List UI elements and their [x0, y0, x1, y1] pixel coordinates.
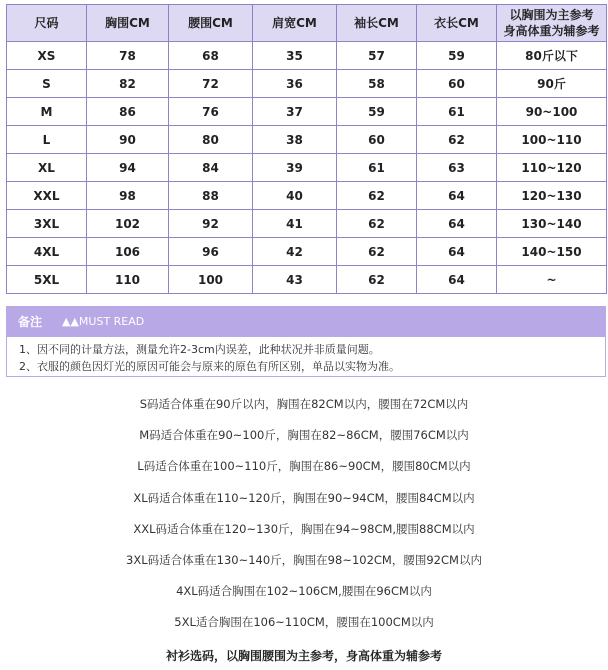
notice-label: 备注 [18, 315, 43, 329]
cell-chest: 86 [87, 98, 169, 126]
cell-size: 5XL [7, 266, 87, 294]
cell-sleeve: 62 [337, 266, 417, 294]
cell-sleeve: 62 [337, 182, 417, 210]
footer-note: 衬衫选码，以胸围腰围为主参考，身高体重为辅参考 [165, 649, 442, 663]
cell-waist: 72 [169, 70, 253, 98]
notice-bar [6, 306, 606, 337]
cell-reference: 80斤以下 [497, 42, 607, 70]
table-row [7, 70, 607, 98]
cell-size: XL [7, 154, 87, 182]
cell-waist: 92 [169, 210, 253, 238]
cell-size: M [7, 98, 87, 126]
header-size: 尺码 [7, 5, 87, 42]
cell-sleeve: 57 [337, 42, 417, 70]
cell-length: 61 [417, 98, 497, 126]
cell-reference: ~ [497, 266, 607, 294]
cell-length: 59 [417, 42, 497, 70]
size-guide-line: S码适合体重在90斤以内，胸围在82CM以内，腰围在72CM以内 [139, 397, 469, 411]
cell-sleeve: 60 [337, 126, 417, 154]
size-guide-line: XXL码适合体重在120~130斤，胸围在94~98CM,腰围88CM以内 [133, 521, 475, 536]
cell-reference: 110~120 [497, 154, 607, 182]
cell-sleeve: 61 [337, 154, 417, 182]
header-chest: 胸围CM [87, 5, 169, 42]
cell-chest: 94 [87, 154, 169, 182]
table-row [7, 266, 607, 294]
size-chart-table [6, 4, 607, 294]
cell-waist: 68 [169, 42, 253, 70]
cell-shoulder: 39 [253, 154, 337, 182]
cell-shoulder: 35 [253, 42, 337, 70]
cell-waist: 80 [169, 126, 253, 154]
table-row [7, 238, 607, 266]
header-length: 衣长CM [417, 5, 497, 42]
cell-shoulder: 43 [253, 266, 337, 294]
cell-chest: 82 [87, 70, 169, 98]
cell-size: XS [7, 42, 87, 70]
cell-waist: 88 [169, 182, 253, 210]
cell-size: S [7, 70, 87, 98]
cell-sleeve: 58 [337, 70, 417, 98]
cell-waist: 76 [169, 98, 253, 126]
table-row [7, 42, 607, 70]
size-guide-line: M码适合体重在90~100斤，胸围在82~86CM，腰围76CM以内 [139, 428, 469, 443]
cell-shoulder: 36 [253, 70, 337, 98]
table-row [7, 154, 607, 182]
cell-chest: 78 [87, 42, 169, 70]
cell-length: 60 [417, 70, 497, 98]
header-sleeve: 袖长CM [337, 5, 417, 42]
cell-reference: 100~110 [497, 126, 607, 154]
cell-reference: 90斤 [497, 70, 607, 98]
cell-waist: 100 [169, 266, 253, 294]
cell-shoulder: 40 [253, 182, 337, 210]
cell-waist: 96 [169, 238, 253, 266]
cell-size: XXL [7, 182, 87, 210]
cell-shoulder: 37 [253, 98, 337, 126]
note-item: 1、因不同的计量方法，测量允许2-3cm内误差，此种状况并非质量问题。 [19, 343, 380, 356]
cell-reference: 120~130 [497, 182, 607, 210]
cell-sleeve: 59 [337, 98, 417, 126]
cell-waist: 84 [169, 154, 253, 182]
cell-chest: 90 [87, 126, 169, 154]
cell-reference: 130~140 [497, 210, 607, 238]
cell-length: 64 [417, 238, 497, 266]
cell-length: 64 [417, 210, 497, 238]
note-item: 2、衣服的颜色因灯光的原因可能会与原来的原色有所区别，单品以实物为准。 [19, 360, 400, 373]
cell-reference: 90~100 [497, 98, 607, 126]
cell-chest: 102 [87, 210, 169, 238]
cell-chest: 98 [87, 182, 169, 210]
cell-shoulder: 42 [253, 238, 337, 266]
cell-sleeve: 62 [337, 210, 417, 238]
cell-length: 64 [417, 182, 497, 210]
table-row [7, 98, 607, 126]
cell-chest: 110 [87, 266, 169, 294]
size-guide-line: XL码适合体重在110~120斤，胸围在90~94CM，腰围84CM以内 [133, 490, 475, 505]
cell-size: L [7, 126, 87, 154]
cell-reference: 140~150 [497, 238, 607, 266]
cell-shoulder: 41 [253, 210, 337, 238]
notes-panel [6, 337, 606, 377]
header-reference: 以胸围为主参考 身高体重为辅参考 [497, 5, 607, 42]
cell-length: 63 [417, 154, 497, 182]
size-guide-line: 5XL适合胸围在106~110CM，腰围在100CM以内 [174, 615, 434, 630]
table-row [7, 182, 607, 210]
cell-length: 62 [417, 126, 497, 154]
cell-sleeve: 62 [337, 238, 417, 266]
header-waist: 腰围CM [169, 5, 253, 42]
cell-size: 3XL [7, 210, 87, 238]
must-read-label: ▲▲MUST READ [62, 315, 145, 328]
header-shoulder: 肩宽CM [253, 5, 337, 42]
size-guide-line: L码适合体重在100~110斤，胸围在86~90CM，腰围80CM以内 [137, 459, 471, 474]
size-guide-line: 4XL码适合胸围在102~106CM,腰围在96CM以内 [176, 584, 432, 599]
cell-chest: 106 [87, 238, 169, 266]
cell-shoulder: 38 [253, 126, 337, 154]
size-guide-line: 3XL码适合体重在130~140斤，胸围在98~102CM，腰围92CM以内 [126, 552, 482, 567]
cell-size: 4XL [7, 238, 87, 266]
cell-length: 64 [417, 266, 497, 294]
table-row [7, 210, 607, 238]
size-guide-list [0, 396, 608, 646]
table-header-row [7, 5, 607, 42]
table-row [7, 126, 607, 154]
